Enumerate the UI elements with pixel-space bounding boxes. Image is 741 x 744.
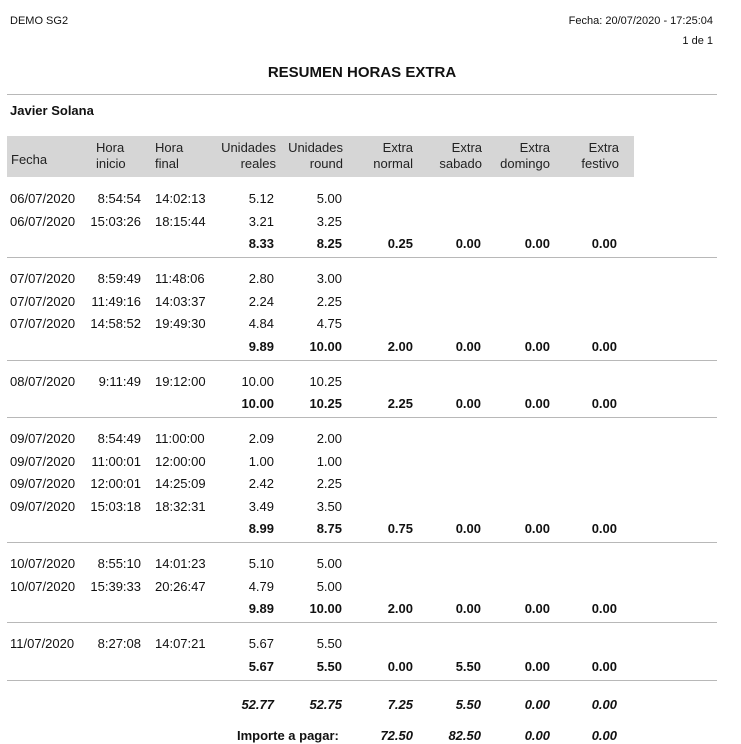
column-header-line2: round (309, 156, 343, 171)
hora-inicio-cell: 15:39:33 (90, 578, 141, 594)
unidades-round-cell: 1.00 (316, 453, 342, 469)
hora-inicio-cell: 14:58:52 (90, 316, 141, 331)
subtotal-extra-sabado: 0.00 (455, 521, 481, 536)
total-extra-festivo: 0.00 (591, 696, 617, 712)
hora-final-cell: 19:49:30 (155, 316, 206, 331)
total-extra-normal: 7.25 (387, 696, 413, 712)
hora-final-cell: 14:01:23 (155, 556, 206, 571)
column-header (263, 140, 343, 172)
hora-final-cell: 18:32:31 (155, 498, 206, 514)
unidades-round-cell: 2.00 (316, 431, 342, 446)
subtotal-extra-festivo: 0.00 (591, 236, 617, 251)
column-header-line2: normal (373, 156, 413, 171)
subtotal-round: 8.25 (316, 236, 342, 251)
subtotal-extra-festivo: 0.00 (591, 396, 617, 411)
subtotal-round: 10.00 (309, 601, 342, 616)
fecha-cell: 07/07/2020 (10, 293, 76, 309)
fecha-cell: 10/07/2020 (10, 556, 76, 571)
unidades-reales-cell: 5.12 (248, 191, 274, 206)
subtotal-extra-normal: 2.00 (387, 601, 413, 616)
subtotal-round: 5.50 (316, 658, 342, 674)
total-extra-sabado: 5.50 (455, 696, 481, 712)
importe-extra-domingo: 0.00 (524, 727, 550, 743)
subtotal-extra-festivo: 0.00 (591, 521, 617, 536)
subtotal-extra-domingo: 0.00 (524, 658, 550, 674)
subtotal-extra-sabado: 0.00 (455, 236, 481, 251)
hora-inicio-cell: 8:54:54 (97, 191, 141, 206)
column-header-line1: Extra (382, 140, 413, 155)
column-header-line1: Extra (588, 140, 619, 155)
hora-final-cell: 14:02:13 (155, 191, 206, 206)
hora-final-cell: 20:26:47 (155, 578, 206, 594)
column-header-line1: Unidades (221, 140, 276, 155)
fecha-cell: 06/07/2020 (10, 191, 76, 206)
subtotal-reales: 9.89 (248, 338, 274, 354)
column-header-line2: sabado (439, 156, 482, 171)
subtotal-round: 10.00 (309, 338, 342, 354)
unidades-round-cell: 5.50 (316, 636, 342, 651)
hora-final-cell: 12:00:00 (155, 453, 206, 469)
unidades-reales-cell: 2.09 (248, 431, 274, 446)
fecha-cell: 09/07/2020 (10, 453, 76, 469)
hora-inicio-cell: 15:03:26 (90, 213, 141, 229)
hora-final-cell: 18:15:44 (155, 213, 206, 229)
subtotal-extra-festivo: 0.00 (591, 658, 617, 674)
subtotal-reales: 5.67 (248, 658, 274, 674)
subtotal-extra-domingo: 0.00 (524, 338, 550, 354)
subtotal-extra-festivo: 0.00 (591, 601, 617, 616)
subtotal-extra-festivo: 0.00 (591, 338, 617, 354)
total-round: 52.75 (309, 696, 342, 712)
unidades-reales-cell: 4.79 (248, 578, 274, 594)
column-header-line2: inicio (96, 156, 126, 171)
subtotal-extra-sabado: 0.00 (455, 396, 481, 411)
importe-extra-normal: 72.50 (380, 727, 413, 743)
column-header-line2: final (155, 156, 179, 171)
report-title: RESUMEN HORAS EXTRA (267, 64, 457, 81)
subtotal-extra-normal: 0.75 (387, 521, 413, 536)
subtotal-extra-normal: 2.25 (387, 396, 413, 411)
column-header (155, 140, 183, 172)
unidades-reales-cell: 2.24 (248, 293, 274, 309)
unidades-reales-cell: 3.49 (248, 498, 274, 514)
unidades-round-cell: 5.00 (316, 191, 342, 206)
subtotal-extra-normal: 2.00 (387, 338, 413, 354)
hora-inicio-cell: 8:54:49 (97, 431, 141, 446)
fecha-cell: 08/07/2020 (10, 373, 76, 389)
hora-inicio-cell: 11:49:16 (91, 293, 141, 309)
column-header-line1: Unidades (288, 140, 343, 155)
page-number: 1 de 1 (682, 35, 713, 47)
fecha-cell: 10/07/2020 (10, 578, 76, 594)
unidades-round-cell: 2.25 (316, 293, 342, 309)
unidades-round-cell: 10.25 (309, 373, 342, 389)
group-divider (7, 542, 717, 543)
column-header-line2: domingo (500, 156, 550, 171)
column-header-line2: reales (240, 156, 276, 171)
unidades-reales-cell: 1.00 (248, 453, 274, 469)
subtotal-extra-domingo: 0.00 (524, 521, 550, 536)
unidades-reales-cell: 3.21 (248, 213, 274, 229)
unidades-reales-cell: 10.00 (241, 373, 274, 389)
fecha-cell: 09/07/2020 (10, 498, 76, 514)
column-header-line1: Hora (155, 140, 184, 155)
column-header-line1: Extra (451, 140, 482, 155)
hora-inicio-cell: 8:55:10 (97, 556, 141, 571)
subtotal-extra-sabado: 0.00 (455, 601, 481, 616)
subtotal-extra-sabado: 0.00 (455, 338, 481, 354)
subtotal-extra-domingo: 0.00 (524, 396, 550, 411)
unidades-round-cell: 2.25 (316, 476, 342, 491)
column-header-line2: festivo (581, 156, 619, 171)
column-header (96, 140, 126, 172)
unidades-reales-cell: 2.42 (248, 476, 274, 491)
importe-label: Importe a pagar: (237, 727, 339, 743)
unidades-round-cell: 5.00 (316, 578, 342, 594)
employee-name: Javier Solana (10, 103, 94, 118)
hora-inicio-cell: 11:00:01 (91, 453, 141, 469)
subtotal-reales: 9.89 (248, 601, 274, 616)
fecha-cell: 06/07/2020 (10, 213, 76, 229)
subtotal-reales: 10.00 (241, 396, 274, 411)
importe-extra-festivo: 0.00 (591, 727, 617, 743)
hora-inicio-cell: 8:27:08 (97, 636, 141, 651)
hora-inicio-cell: 9:11:49 (98, 373, 141, 389)
subtotal-extra-normal: 0.25 (387, 236, 413, 251)
fecha-cell: 09/07/2020 (10, 431, 76, 446)
hora-final-cell: 11:00:00 (155, 431, 205, 446)
company-name: DEMO SG2 (10, 15, 69, 27)
group-divider (7, 680, 717, 681)
subtotal-extra-domingo: 0.00 (524, 601, 550, 616)
unidades-reales-cell: 4.84 (248, 316, 274, 331)
column-header-line1: Fecha (11, 152, 48, 167)
unidades-reales-cell: 2.80 (248, 271, 274, 286)
column-header (539, 140, 619, 172)
importe-extra-sabado: 82.50 (448, 727, 481, 743)
hora-inicio-cell: 8:59:49 (97, 271, 141, 286)
hora-final-cell: 14:03:37 (155, 293, 206, 309)
subtotal-extra-domingo: 0.00 (524, 236, 550, 251)
fecha-cell: 07/07/2020 (10, 316, 76, 331)
hora-final-cell: 11:48:06 (155, 271, 205, 286)
print-date: Fecha: 20/07/2020 - 17:25:04 (568, 15, 713, 27)
fecha-cell: 09/07/2020 (10, 476, 76, 491)
hora-final-cell: 14:07:21 (155, 636, 206, 651)
fecha-cell: 07/07/2020 (10, 271, 76, 286)
subtotal-round: 10.25 (309, 396, 342, 411)
group-divider (7, 360, 717, 361)
group-divider (7, 257, 717, 258)
subtotal-reales: 8.99 (248, 521, 274, 536)
title-divider (7, 94, 717, 95)
subtotal-round: 8.75 (316, 521, 342, 536)
group-divider (7, 417, 717, 418)
unidades-reales-cell: 5.10 (248, 556, 274, 571)
column-header-line1: Extra (519, 140, 550, 155)
total-reales: 52.77 (241, 696, 274, 712)
unidades-reales-cell: 5.67 (248, 636, 274, 651)
unidades-round-cell: 3.25 (316, 213, 342, 229)
hora-final-cell: 19:12:00 (155, 373, 206, 389)
subtotal-reales: 8.33 (248, 236, 274, 251)
column-header (11, 152, 47, 168)
subtotal-extra-normal: 0.00 (387, 658, 413, 674)
unidades-round-cell: 5.00 (316, 556, 342, 571)
column-header-line1: Hora (96, 140, 125, 155)
hora-inicio-cell: 12:00:01 (90, 476, 141, 491)
hora-final-cell: 14:25:09 (155, 476, 206, 491)
subtotal-extra-sabado: 5.50 (455, 658, 481, 674)
column-header (460, 140, 550, 172)
unidades-round-cell: 3.00 (316, 271, 342, 286)
unidades-round-cell: 4.75 (316, 316, 342, 331)
fecha-cell: 11/07/2020 (10, 636, 75, 651)
hora-inicio-cell: 15:03:18 (90, 498, 141, 514)
unidades-round-cell: 3.50 (316, 498, 342, 514)
column-header (333, 140, 413, 172)
group-divider (7, 622, 717, 623)
total-extra-domingo: 0.00 (524, 696, 550, 712)
